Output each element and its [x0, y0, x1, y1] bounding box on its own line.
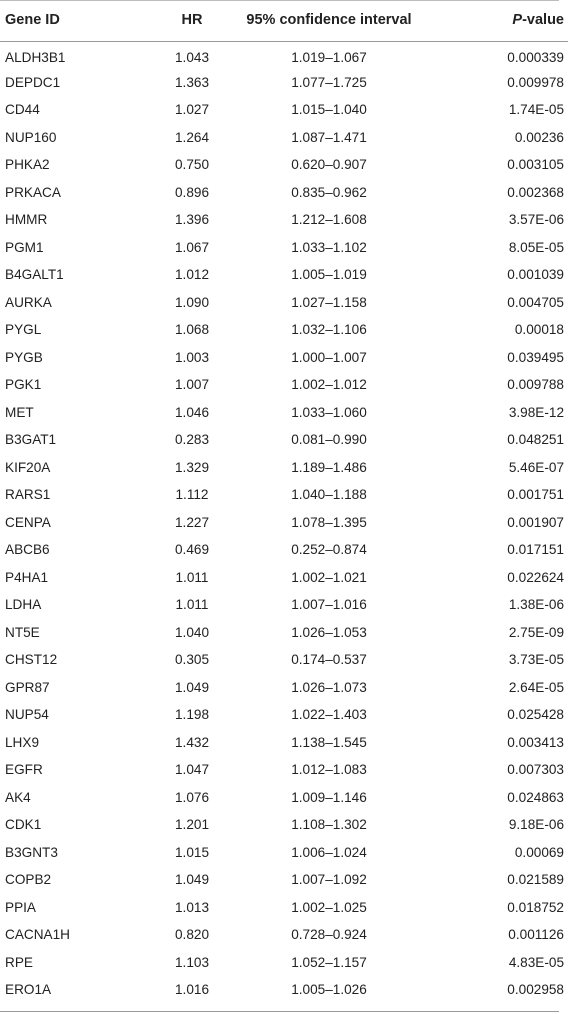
cell-p-value: 0.039495	[507, 349, 564, 365]
cell-confidence-interval: 1.087–1.471	[291, 129, 367, 145]
cell-gene-id: CENPA	[5, 514, 51, 530]
table-row	[0, 344, 568, 372]
cell-gene-id: B4GALT1	[5, 267, 64, 283]
cell-hr: 1.007	[174, 377, 210, 393]
cell-hr: 1.047	[174, 762, 210, 778]
cell-hr: 0.283	[174, 432, 210, 448]
cell-p-value: 0.018752	[507, 899, 564, 915]
cell-p-value: 0.022624	[507, 569, 564, 585]
table-header	[0, 0, 568, 41]
table-row	[0, 509, 568, 537]
cell-p-value: 0.017151	[507, 542, 564, 558]
cell-gene-id: ABCB6	[5, 542, 50, 558]
cell-gene-id: P4HA1	[5, 569, 49, 585]
cell-hr: 1.227	[174, 514, 210, 530]
cell-p-value: 0.003105	[507, 157, 564, 173]
cell-hr: 1.043	[174, 49, 210, 65]
header-p-rest: -value	[522, 12, 564, 29]
cell-gene-id: GPR87	[5, 679, 50, 695]
cell-hr: 1.329	[174, 459, 210, 475]
cell-p-value: 0.001907	[507, 514, 564, 530]
cell-gene-id: NT5E	[5, 624, 40, 640]
cell-hr: 0.469	[174, 542, 210, 558]
cell-gene-id: RPE	[5, 954, 33, 970]
cell-confidence-interval: 1.006–1.024	[291, 844, 367, 860]
cell-confidence-interval: 1.040–1.188	[291, 487, 367, 503]
cell-gene-id: B3GNT3	[5, 844, 58, 860]
table-row	[0, 591, 568, 619]
cell-gene-id: LDHA	[5, 597, 42, 613]
cell-gene-id: COPB2	[5, 872, 52, 888]
cell-hr: 1.067	[174, 239, 210, 255]
cell-hr: 1.264	[174, 129, 210, 145]
table-row	[0, 839, 568, 867]
cell-confidence-interval: 1.108–1.302	[291, 817, 367, 833]
table-row	[0, 69, 568, 97]
cell-confidence-interval: 1.032–1.106	[291, 322, 367, 338]
table-row	[0, 316, 568, 344]
cell-p-value: 3.73E-05	[508, 652, 564, 668]
cell-hr: 1.363	[174, 74, 210, 90]
cell-gene-id: DEPDC1	[5, 74, 61, 90]
table-row	[0, 454, 568, 482]
cell-p-value: 0.001751	[507, 487, 564, 503]
cell-hr: 1.049	[174, 679, 210, 695]
cell-p-value: 0.00236	[514, 129, 564, 145]
cell-confidence-interval: 0.252–0.874	[291, 542, 367, 558]
cell-gene-id: PPIA	[5, 899, 36, 915]
table-row	[0, 124, 568, 152]
cell-gene-id: PGK1	[5, 377, 42, 393]
cell-hr: 1.198	[174, 707, 210, 723]
cell-gene-id: RARS1	[5, 487, 51, 503]
cell-gene-id: CACNA1H	[5, 927, 70, 943]
cell-gene-id: CD44	[5, 102, 40, 118]
cell-gene-id: NUP54	[5, 707, 49, 723]
cell-confidence-interval: 1.022–1.403	[291, 707, 367, 723]
table-row	[0, 234, 568, 262]
cell-gene-id: ALDH3B1	[5, 49, 66, 65]
table-row	[0, 206, 568, 234]
cell-p-value: 0.024863	[507, 789, 564, 805]
table-row	[0, 41, 568, 69]
table-row	[0, 289, 568, 317]
table-row	[0, 756, 568, 784]
table-row	[0, 701, 568, 729]
table-row	[0, 481, 568, 509]
cell-gene-id: PGM1	[5, 239, 44, 255]
cell-gene-id: PHKA2	[5, 157, 50, 173]
cell-confidence-interval: 1.026–1.073	[291, 679, 367, 695]
cell-p-value: 0.003413	[507, 734, 564, 750]
table-row	[0, 426, 568, 454]
cell-gene-id: CHST12	[5, 652, 58, 668]
cell-p-value: 0.048251	[507, 432, 564, 448]
cell-p-value: 0.009978	[507, 74, 564, 90]
header-gene-id: Gene ID	[0, 0, 155, 41]
cell-confidence-interval: 1.033–1.060	[291, 404, 367, 420]
table-row	[0, 179, 568, 207]
cell-confidence-interval: 1.052–1.157	[291, 954, 367, 970]
cell-hr: 0.896	[174, 184, 210, 200]
cell-hr: 1.076	[174, 789, 210, 805]
cell-confidence-interval: 1.189–1.486	[291, 459, 367, 475]
cell-gene-id: PRKACA	[5, 184, 61, 200]
cell-hr: 1.016	[174, 982, 210, 998]
cell-confidence-interval: 1.033–1.102	[291, 239, 367, 255]
cell-gene-id: B3GAT1	[5, 432, 57, 448]
table-bottom-rule	[0, 1011, 559, 1012]
cell-hr: 1.396	[174, 212, 210, 228]
cell-confidence-interval: 0.620–0.907	[291, 157, 367, 173]
header-row	[0, 0, 568, 41]
cell-hr: 1.011	[175, 569, 209, 585]
table-row	[0, 646, 568, 674]
cell-confidence-interval: 1.012–1.083	[291, 762, 367, 778]
cell-confidence-interval: 1.005–1.019	[291, 267, 367, 283]
cell-confidence-interval: 1.002–1.025	[291, 899, 367, 915]
cell-p-value: 0.021589	[507, 872, 564, 888]
table-row	[0, 536, 568, 564]
cell-confidence-interval: 1.077–1.725	[291, 74, 367, 90]
cell-confidence-interval: 1.212–1.608	[291, 212, 367, 228]
header-p-italic: P	[512, 12, 523, 29]
cell-p-value: 0.004705	[507, 294, 564, 310]
table-row	[0, 564, 568, 592]
cell-confidence-interval: 0.835–0.962	[291, 184, 367, 200]
cell-confidence-interval: 1.138–1.545	[291, 734, 367, 750]
cell-gene-id: HMMR	[5, 212, 48, 228]
cell-p-value: 0.00018	[514, 322, 564, 338]
cell-confidence-interval: 1.015–1.040	[291, 102, 367, 118]
cell-confidence-interval: 1.027–1.158	[291, 294, 367, 310]
cell-hr: 1.011	[175, 597, 209, 613]
cell-confidence-interval: 1.019–1.067	[291, 49, 367, 65]
cell-p-value: 1.74E-05	[508, 102, 564, 118]
cell-hr: 1.049	[174, 872, 210, 888]
table-row	[0, 729, 568, 757]
header-hr: HR	[155, 0, 229, 41]
cell-hr: 0.820	[174, 927, 210, 943]
cell-confidence-interval: 1.078–1.395	[291, 514, 367, 530]
cell-p-value: 3.98E-12	[508, 404, 564, 420]
cell-confidence-interval: 0.174–0.537	[291, 652, 367, 668]
cell-hr: 0.750	[174, 157, 210, 173]
cell-confidence-interval: 1.002–1.012	[291, 377, 367, 393]
cell-gene-id: NUP160	[5, 129, 57, 145]
cell-gene-id: EGFR	[5, 762, 43, 778]
table-row	[0, 674, 568, 702]
cell-p-value: 0.000339	[507, 49, 564, 65]
table-row	[0, 811, 568, 839]
cell-p-value: 0.001126	[508, 927, 564, 943]
cell-gene-id: PYGB	[5, 349, 43, 365]
cell-p-value: 0.009788	[507, 377, 564, 393]
cell-confidence-interval: 1.005–1.026	[291, 982, 367, 998]
cell-confidence-interval: 1.009–1.146	[291, 789, 367, 805]
cell-p-value: 9.18E-06	[508, 817, 564, 833]
table-row	[0, 619, 568, 647]
header-p-value	[429, 0, 568, 41]
cell-hr: 1.112	[175, 487, 209, 503]
cell-p-value: 2.64E-05	[508, 679, 564, 695]
cell-gene-id: CDK1	[5, 817, 42, 833]
cell-hr: 1.090	[174, 294, 210, 310]
cell-p-value: 4.83E-05	[508, 954, 564, 970]
cell-gene-id: MET	[5, 404, 34, 420]
cell-p-value: 3.57E-06	[508, 212, 564, 228]
cell-gene-id: AURKA	[5, 294, 52, 310]
cell-hr: 1.201	[174, 817, 210, 833]
table-row	[0, 894, 568, 922]
table-row	[0, 399, 568, 427]
cell-hr: 1.012	[174, 267, 210, 283]
table-row	[0, 261, 568, 289]
cell-p-value: 0.001039	[507, 267, 564, 283]
cell-p-value: 1.38E-06	[508, 597, 564, 613]
table-body	[0, 41, 568, 1004]
cell-gene-id: PYGL	[5, 322, 42, 338]
cell-hr: 1.027	[174, 102, 210, 118]
table-row	[0, 151, 568, 179]
cell-p-value: 0.00069	[514, 844, 564, 860]
cell-p-value: 0.002368	[507, 184, 564, 200]
table-row	[0, 784, 568, 812]
cell-p-value: 0.007303	[507, 762, 564, 778]
cell-gene-id: LHX9	[5, 734, 40, 750]
cell-hr: 1.003	[174, 349, 210, 365]
cell-confidence-interval: 1.002–1.021	[291, 569, 367, 585]
header-confidence-interval: 95% confidence interval	[229, 0, 429, 41]
cell-p-value: 0.002958	[507, 982, 564, 998]
cell-confidence-interval: 1.007–1.016	[291, 597, 367, 613]
cell-confidence-interval: 0.728–0.924	[291, 927, 367, 943]
cell-hr: 1.103	[174, 954, 210, 970]
cell-hr: 1.040	[174, 624, 210, 640]
cell-hr: 1.068	[174, 322, 210, 338]
cell-hr: 1.015	[174, 844, 210, 860]
cell-hr: 1.432	[174, 734, 210, 750]
cell-gene-id: AK4	[5, 789, 31, 805]
cell-confidence-interval: 0.081–0.990	[291, 432, 367, 448]
table-row	[0, 866, 568, 894]
cell-confidence-interval: 1.007–1.092	[291, 872, 367, 888]
cell-confidence-interval: 1.026–1.053	[291, 624, 367, 640]
cell-p-value: 8.05E-05	[508, 239, 564, 255]
cell-p-value: 0.025428	[507, 707, 564, 723]
cell-p-value: 2.75E-09	[508, 624, 564, 640]
cell-gene-id: ERO1A	[5, 982, 52, 998]
table-row	[0, 921, 568, 949]
table-row	[0, 371, 568, 399]
table-row	[0, 976, 568, 1004]
cell-confidence-interval: 1.000–1.007	[291, 349, 367, 365]
cell-hr: 1.013	[174, 899, 210, 915]
table-row	[0, 949, 568, 977]
cell-gene-id: KIF20A	[5, 459, 51, 475]
cell-p-value: 5.46E-07	[508, 459, 564, 475]
table-row	[0, 96, 568, 124]
cell-hr: 1.046	[174, 404, 210, 420]
cell-hr: 0.305	[174, 652, 210, 668]
